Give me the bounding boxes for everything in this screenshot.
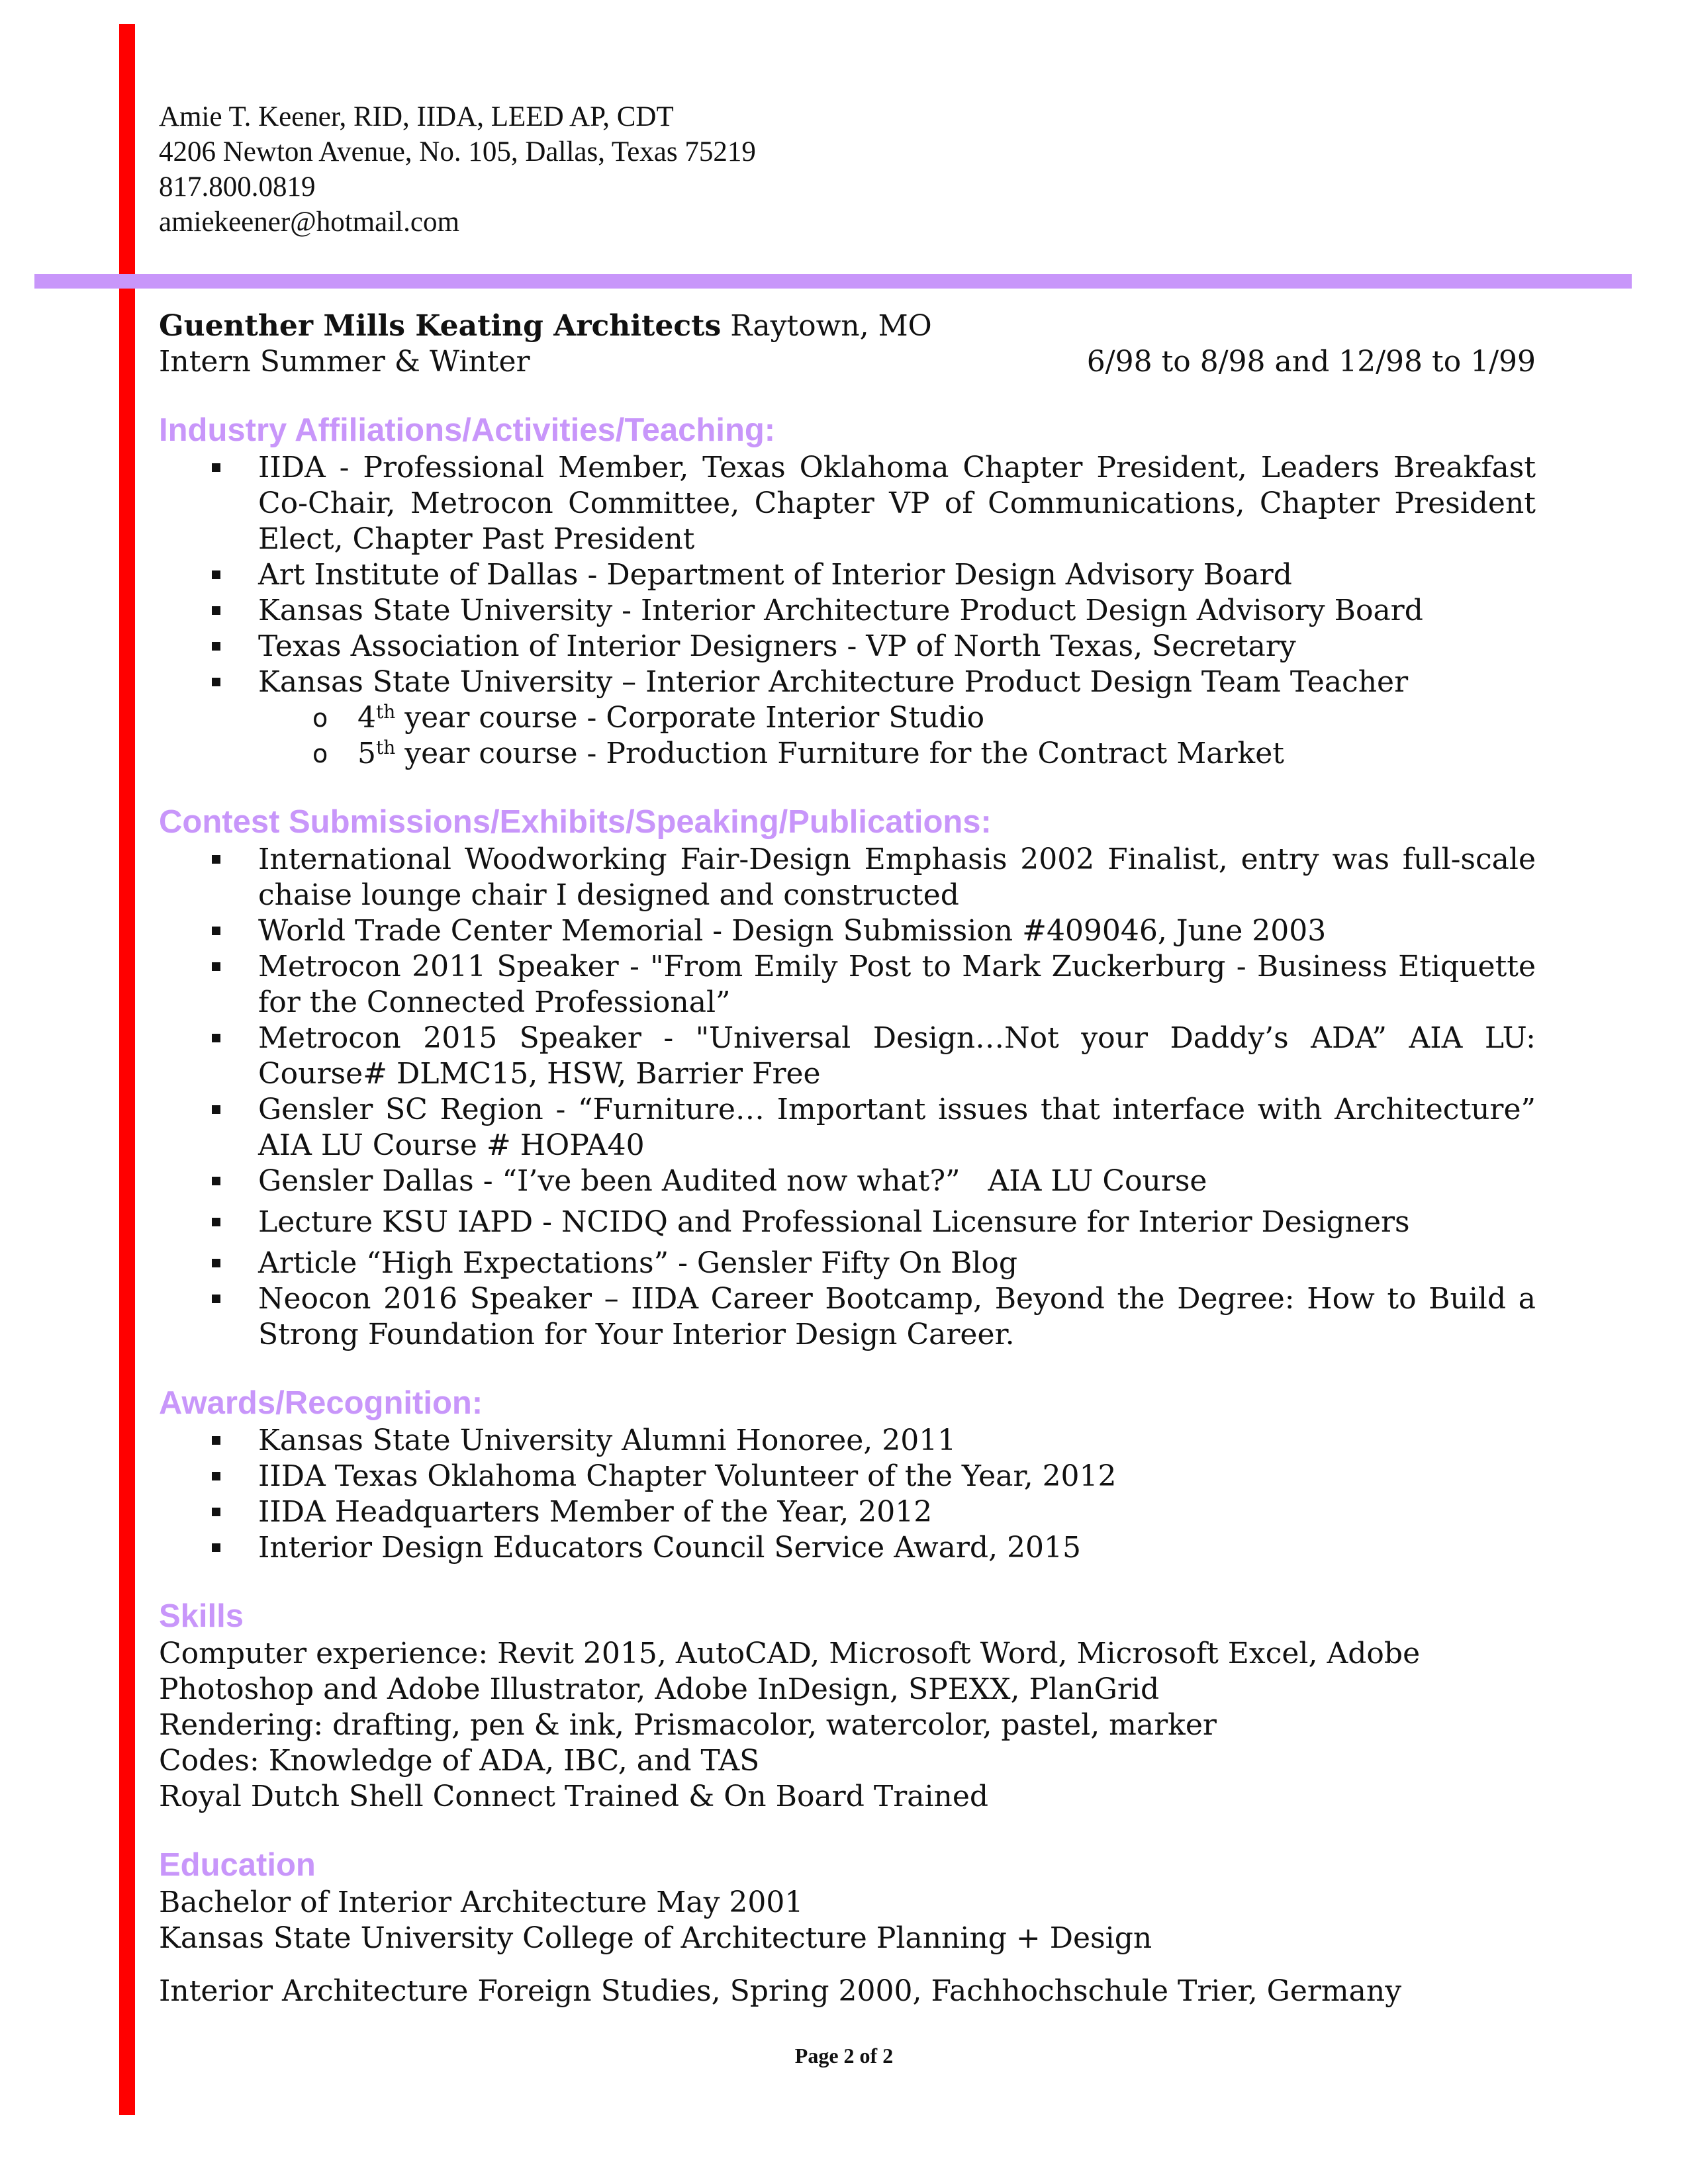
square-bullet-icon — [212, 1259, 220, 1267]
firm-location: Raytown, MO — [721, 309, 932, 343]
education-degree: Bachelor of Interior Architecture May 2001 — [159, 1886, 804, 1919]
list-item: Gensler Dallas - “I’ve been Audited now what?” AIA LU Course — [159, 1163, 1536, 1199]
list-item: IIDA - Professional Member, Texas Oklahoma Chapter President, Leaders Breakfast Co-Chair, Metrocon Committee, Chapter VP of Communications, Chapter President Elect, Chapter Past President — [159, 450, 1536, 557]
street-address: 4206 Newton Avenue, No. 105, Dallas, Texas 75219 — [159, 136, 756, 167]
list-item: Gensler SC Region - “Furniture… Important issues that interface with Architecture” AIA LU Course # HOPA40 — [159, 1092, 1536, 1163]
list-item: IIDA Headquarters Member of the Year, 2012 — [159, 1494, 1536, 1530]
contests-list — [159, 842, 1536, 1353]
teaching-sublist — [159, 700, 1536, 772]
role-dates: 6/98 to 8/98 and 12/98 to 1/99 — [1086, 345, 1536, 379]
list-item: Metrocon 2015 Speaker - "Universal Design…Not your Daddy’s ADA” AIA LU: Course# DLMC15, HSW, Barrier Free — [159, 1021, 1536, 1092]
lavender-header-rule — [34, 274, 1632, 289]
square-bullet-icon — [212, 1472, 220, 1480]
list-item: Article “High Expectations” - Gensler Fifty On Blog — [159, 1246, 1536, 1281]
circle-bullet-icon: o — [312, 704, 328, 733]
phone-number: 817.800.0819 — [159, 171, 316, 203]
list-item: International Woodworking Fair-Design Emphasis 2002 Finalist, entry was full-scale chaise lounge chair I designed and constructed — [159, 842, 1536, 913]
square-bullet-icon — [212, 642, 220, 651]
firm-line — [159, 308, 1536, 344]
candidate-name: Amie T. Keener, RID, IIDA, LEED AP, CDT — [159, 101, 674, 132]
skills-line: Rendering: drafting, pen & ink, Prismacolor, watercolor, pastel, marker — [159, 1708, 1217, 1742]
square-bullet-icon — [212, 1295, 220, 1303]
list-item: Texas Association of Interior Designers - VP of North Texas, Secretary — [159, 629, 1536, 664]
list-item: World Trade Center Memorial - Design Submission #409046, June 2003 — [159, 913, 1536, 949]
affiliations-list — [159, 450, 1536, 700]
skills-line: Codes: Knowledge of ADA, IBC, and TAS — [159, 1744, 760, 1778]
list-item: Neocon 2016 Speaker – IIDA Career Bootcamp, Beyond the Degree: How to Build a Strong Foundation for Your Interior Design Career. — [159, 1281, 1536, 1353]
role-title: Intern Summer & Winter — [159, 345, 530, 379]
resume-body — [159, 308, 1536, 2009]
list-item: Kansas State University Alumni Honoree, 2011 — [159, 1423, 1536, 1459]
section-heading-contests: Contest Submissions/Exhibits/Speaking/Publications: — [159, 804, 992, 840]
section-heading-awards: Awards/Recognition: — [159, 1385, 483, 1421]
square-bullet-icon — [212, 606, 220, 615]
contact-header — [159, 99, 756, 240]
firm-name: Guenther Mills Keating Architects — [159, 309, 722, 343]
education-school: Kansas State University College of Architecture Planning + Design — [159, 1921, 1152, 1955]
circle-bullet-icon: o — [312, 739, 328, 768]
list-item: IIDA Texas Oklahoma Chapter Volunteer of the Year, 2012 — [159, 1459, 1536, 1494]
skills-line: Royal Dutch Shell Connect Trained & On Board Trained — [159, 1780, 989, 1813]
list-item: Metrocon 2011 Speaker - "From Emily Post to Mark Zuckerburg - Business Etiquette for the Connected Professional” — [159, 949, 1536, 1021]
list-item: Kansas State University – Interior Architecture Product Design Team Teacher — [159, 664, 1536, 700]
section-heading-skills: Skills — [159, 1598, 244, 1634]
square-bullet-icon — [212, 570, 220, 579]
email-address: amiekeener@hotmail.com — [159, 206, 459, 238]
skills-line: Computer experience: Revit 2015, AutoCAD, Microsoft Word, Microsoft Excel, Adobe — [159, 1637, 1421, 1670]
sub-list-item: o 4th year course - Corporate Interior Studio — [312, 701, 985, 735]
square-bullet-icon — [212, 855, 220, 864]
list-item: Interior Design Educators Council Service Award, 2015 — [159, 1530, 1536, 1566]
square-bullet-icon — [212, 463, 220, 472]
square-bullet-icon — [212, 1543, 220, 1552]
page-number: Page 2 of 2 — [794, 2044, 894, 2068]
awards-list — [159, 1423, 1536, 1566]
role-row — [159, 344, 1536, 380]
section-heading-affiliations: Industry Affiliations/Activities/Teaching: — [159, 412, 776, 448]
list-item: Lecture KSU IAPD - NCIDQ and Professional Licensure for Interior Designers — [159, 1205, 1536, 1240]
education-foreign-studies: Interior Architecture Foreign Studies, Spring 2000, Fachhochschule Trier, Germany — [159, 1974, 1402, 2008]
list-item: Art Institute of Dallas - Department of Interior Design Advisory Board — [159, 557, 1536, 593]
square-bullet-icon — [212, 1436, 220, 1445]
list-item: Kansas State University - Interior Architecture Product Design Advisory Board — [159, 593, 1536, 629]
red-margin-bar — [119, 24, 135, 2115]
square-bullet-icon — [212, 1508, 220, 1516]
square-bullet-icon — [212, 962, 220, 971]
square-bullet-icon — [212, 678, 220, 686]
square-bullet-icon — [212, 1034, 220, 1042]
square-bullet-icon — [212, 1218, 220, 1226]
square-bullet-icon — [212, 1177, 220, 1185]
sub-list-item: o 5th year course - Production Furniture for the Contract Market — [312, 737, 1284, 770]
square-bullet-icon — [212, 1105, 220, 1114]
section-heading-education: Education — [159, 1847, 316, 1883]
skills-line: Photoshop and Adobe Illustrator, Adobe InDesign, SPEXX, PlanGrid — [159, 1672, 1160, 1706]
square-bullet-icon — [212, 927, 220, 935]
